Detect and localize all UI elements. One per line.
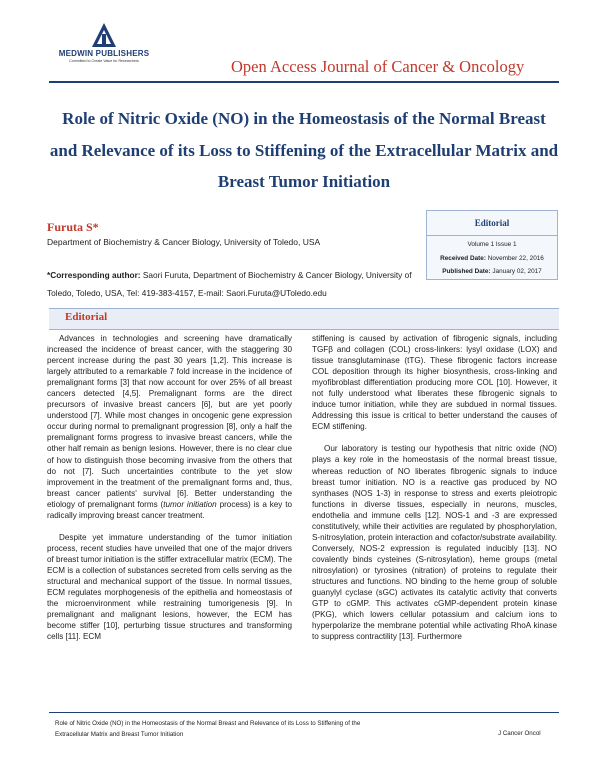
footer-rule <box>49 712 559 713</box>
article-info-box <box>426 210 558 280</box>
corresponding-label: *Corresponding author: <box>47 270 141 280</box>
header-rule <box>49 81 559 83</box>
footer-citation: Role of Nitric Oxide (NO) in the Homeostasis of the Normal Breast and Relevance of its Loss to Stiffening of the Extracellular Matrix and Breast Tumor Initiation <box>55 720 361 738</box>
paragraph-emphasis: tumor initiation <box>163 499 217 509</box>
publisher-tagline: Committed to Create Value for Researchers <box>69 59 139 63</box>
body-column-right <box>312 333 557 642</box>
received-date <box>427 252 557 266</box>
body-column-left <box>47 333 292 642</box>
corresponding-author <box>47 267 422 302</box>
medwin-logo-icon <box>91 22 117 48</box>
paragraph <box>47 333 292 521</box>
published-date <box>427 265 557 279</box>
author-name: Furuta S* <box>47 220 99 234</box>
section-heading: Editorial <box>65 311 108 323</box>
publisher-logo <box>49 22 159 63</box>
section-header <box>49 308 559 330</box>
published-label: Published Date: <box>442 268 491 275</box>
paragraph: stiffening is caused by activation of fibrogenic signals, including TGFβ and collagen (COL) cross-linkers: lysyl oxidase (LOX) and tissue transglutaminase (tTG). These fibrogenic factors increase COL deposition through its higher biosynthesis, cross-linking and myofibroblast differentiation producing more COL [10]. However, it not fully understood what liberates these fibrogenic signals to induce tumor initiation, while they are subdued in normal tissues. Addressing this issue is critical to better understand the causes of ECM stiffening. <box>312 334 557 432</box>
published-value: January 02, 2017 <box>490 268 542 275</box>
volume-issue: Volume 1 Issue 1 <box>467 241 517 248</box>
article-type: Editorial <box>427 211 557 236</box>
paragraph-text: Advances in technologies and screening have dramatically increased the incidence of breast cancer, with the staggering 30 percent increase during the past 30 years [1,2]. This increase is largely attributed to a remarkable 7 fold increase in the incidence of premalignant forms [3] that now account for over 25% of all breast cancers detected [4,5]. Premalignant forms are the direct precursors of invasive breast cancers [6], but are yet poorly understood [7]. While most changes in oncogenic gene expression occur during normal to premalignant progression [8], only a half the premalignant forms progress to invasive breast cancers, while the other half remain as benign lesions. However, there is no clear clue of how to distinguish those becoming invasive from the others that do not [7]. Such uncertainties contribute to the yet slow improvement in the treatment of the premalignant forms and, thus, breast cancer patients' survival [6]. Better understanding the etiology of premalignant forms ( <box>47 334 292 509</box>
paragraph: Our laboratory is testing our hypothesis that nitric oxide (NO) plays a key role in the homeostasis of the normal breast tissue, whereas reduction of NO liberates fibrogenic signals to induce breast tumor initiation. NO is a reactive gas produced by NO synthases (NOS 1-3) in response to stress and exerts pleiotropic functions in diverse tissues, especially in neurons, muscles, endothelia and immune cells [12]. NOS-1 and -3 are expressed constitutively, while their activities are regulated by phosphorylation, S-nitrosylation, protein interaction and cofactor/substrate availability. Conversely, NOS-2 expression is regulated inducibly [13]. NO covalently binds cysteines (S-nitrosylation), heme groups (metal nitrosylation) or tyrosines (nitration) of proteins to regulate their structures and functions. NO binding to the heme group of soluble guanylyl cyclase (sGC) activates its catalytic activity that converts GTP to cGMP. This activates cGMP-dependent protein kinase (PKG), which lowers cellular potassium and calcium ions to hyperpolarize the membrane potential while activating RhoA kinase to suppress contractility [13]. Furthermore <box>312 444 557 642</box>
paragraph: Despite yet immature understanding of the tumor initiation process, recent studies have unveiled that one of the major drivers of breast tumor initiation is the stiffer extracellular matrix (ECM). The ECM is a collection of substances secreted from cells serving as the structural and mechanical support of the tissue. In normal tissues, ECM regulates morphogenesis of the epithelia and homeostasis of the microenvironment while restraining tumorigenesis [9]. In premalignant and malignant lesions, however, the ECM has become stiffer [10], perturbing tissue structures and transforming cells [11]. ECM <box>47 532 292 642</box>
received-value: November 22, 2016 <box>485 254 544 262</box>
journal-name: Open Access Journal of Cancer & Oncology <box>231 57 525 76</box>
paragraph-text-end: process) is a key to radically improving breast cancer treatment. <box>47 499 292 520</box>
corresponding-details: Saori Furuta, Department of Biochemistry & Cancer Biology, University of Toledo, Toledo, USA, Tel: 419-383-4157, E-mail: Saori.Furuta@UToledo.edu <box>47 270 412 298</box>
author-affiliation: Department of Biochemistry & Cancer Biology, University of Toledo, USA <box>47 237 321 247</box>
received-label: Received Date: <box>440 254 486 262</box>
publisher-name: MEDWIN PUBLISHERS <box>58 49 150 58</box>
footer-journal: J Cancer Oncol <box>498 730 541 737</box>
article-title: Role of Nitric Oxide (NO) in the Homeostasis of the Normal Breast and Relevance of its Loss to Stiffening of the Extracellular Matrix and Breast Tumor Initiation <box>49 109 559 191</box>
